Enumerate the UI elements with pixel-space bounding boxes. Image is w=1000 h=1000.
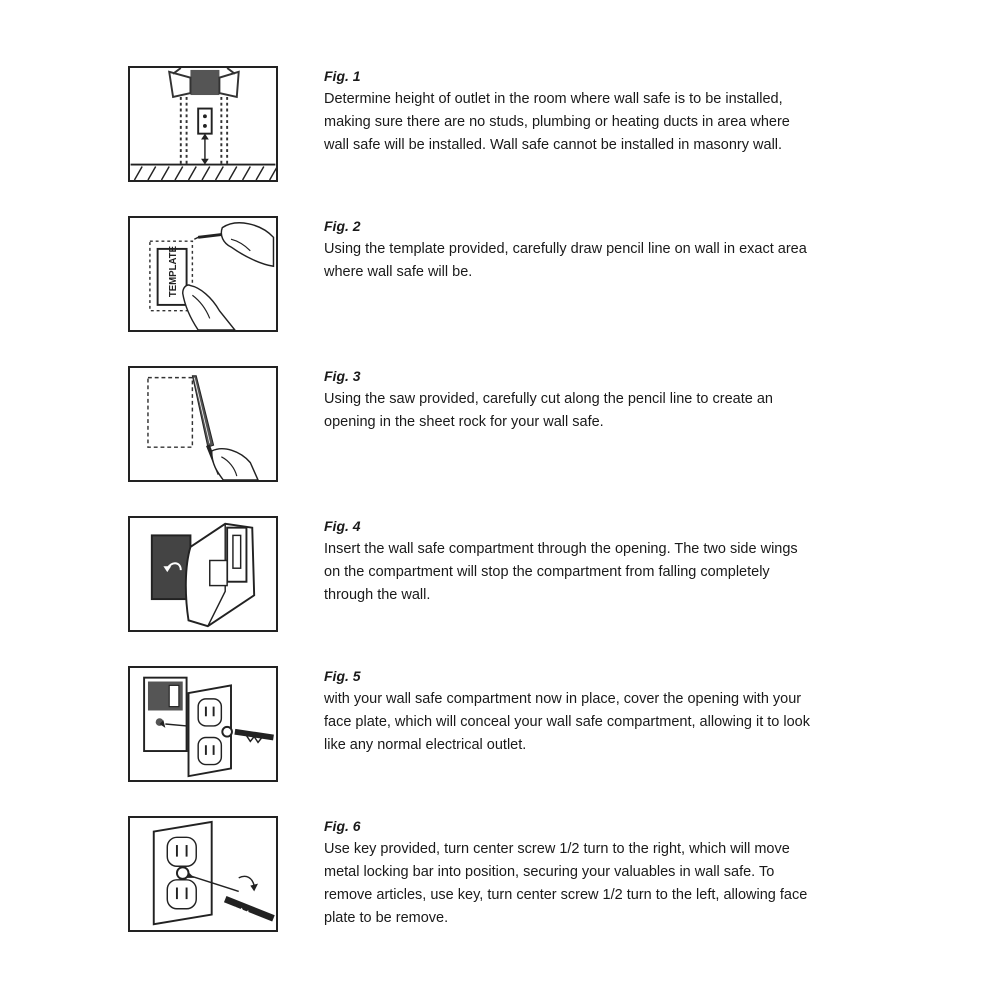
fig-6-line-4: plate to be remove. bbox=[324, 910, 449, 926]
template-label: TEMPLATE bbox=[167, 245, 179, 298]
instruction-step-2 bbox=[0, 216, 1000, 334]
instruction-step-6 bbox=[0, 816, 1000, 934]
fig-6-illustration bbox=[128, 816, 278, 932]
fig-6-line-2: metal locking bar into position, securing your valuables in wall safe. To bbox=[324, 864, 775, 880]
instruction-step-5 bbox=[0, 666, 1000, 784]
fig-3-line-1: Using the saw provided, carefully cut along the pencil line to create an bbox=[324, 391, 773, 407]
fig-2-label: Fig. 2 bbox=[324, 218, 361, 234]
fig-4-line-1: Insert the wall safe compartment through the opening. The two side wings bbox=[324, 541, 798, 557]
fig-1-description bbox=[324, 88, 924, 157]
key-turn-screw-icon bbox=[130, 818, 276, 930]
fig-4-line-2: on the compartment will stop the compartment from falling completely bbox=[324, 564, 770, 580]
fig-1-label: Fig. 1 bbox=[324, 68, 361, 84]
fig-1-illustration bbox=[128, 66, 278, 182]
fig-4-description bbox=[324, 538, 924, 607]
fig-6-line-3: remove articles, use key, turn center screw 1/2 turn to the left, allowing face bbox=[324, 887, 808, 903]
fig-2-line-1: Using the template provided, carefully draw pencil line on wall in exact area bbox=[324, 241, 807, 257]
fig-5-label: Fig. 5 bbox=[324, 668, 361, 684]
fig-3-label: Fig. 3 bbox=[324, 368, 361, 384]
insert-compartment-icon bbox=[130, 518, 276, 630]
fig-5-illustration bbox=[128, 666, 278, 782]
fig-4-illustration bbox=[128, 516, 278, 632]
fig-5-line-3: like any normal electrical outlet. bbox=[324, 737, 527, 753]
fig-3-text bbox=[324, 366, 924, 434]
fig-3-illustration bbox=[128, 366, 278, 482]
fig-4-label: Fig. 4 bbox=[324, 518, 361, 534]
fig-2-illustration bbox=[128, 216, 278, 332]
instruction-step-4 bbox=[0, 516, 1000, 634]
fig-1-line-2: making sure there are no studs, plumbing or heating ducts in area where bbox=[324, 114, 790, 130]
saw-cut-icon bbox=[130, 368, 276, 480]
fig-3-line-2: opening in the sheet rock for your wall safe. bbox=[324, 414, 604, 430]
fig-6-label: Fig. 6 bbox=[324, 818, 361, 834]
fig-2-description bbox=[324, 238, 924, 284]
instruction-step-1 bbox=[0, 66, 1000, 184]
fig-2-text bbox=[324, 216, 924, 284]
wall-outlet-measure-icon bbox=[130, 68, 276, 180]
fig-4-line-3: through the wall. bbox=[324, 587, 431, 603]
fig-1-text bbox=[324, 66, 924, 157]
fig-5-text bbox=[324, 666, 924, 757]
fig-3-description bbox=[324, 388, 924, 434]
face-plate-cover-icon bbox=[130, 668, 276, 780]
fig-5-line-2: face plate, which will conceal your wall safe compartment, allowing it to look bbox=[324, 714, 810, 730]
fig-6-line-1: Use key provided, turn center screw 1/2 turn to the right, which will move bbox=[324, 841, 790, 857]
fig-6-description bbox=[324, 838, 924, 930]
fig-4-text bbox=[324, 516, 924, 607]
fig-5-line-1: with your wall safe compartment now in place, cover the opening with your bbox=[324, 691, 802, 707]
fig-1-line-1: Determine height of outlet in the room where wall safe is to be installed, bbox=[324, 91, 783, 107]
template-pencil-icon bbox=[130, 218, 276, 330]
fig-1-line-3: wall safe will be installed. Wall safe cannot be installed in masonry wall. bbox=[324, 137, 783, 153]
fig-6-text bbox=[324, 816, 924, 930]
fig-5-description bbox=[324, 688, 924, 757]
instruction-step-3 bbox=[0, 366, 1000, 484]
fig-2-line-2: where wall safe will be. bbox=[324, 264, 473, 280]
